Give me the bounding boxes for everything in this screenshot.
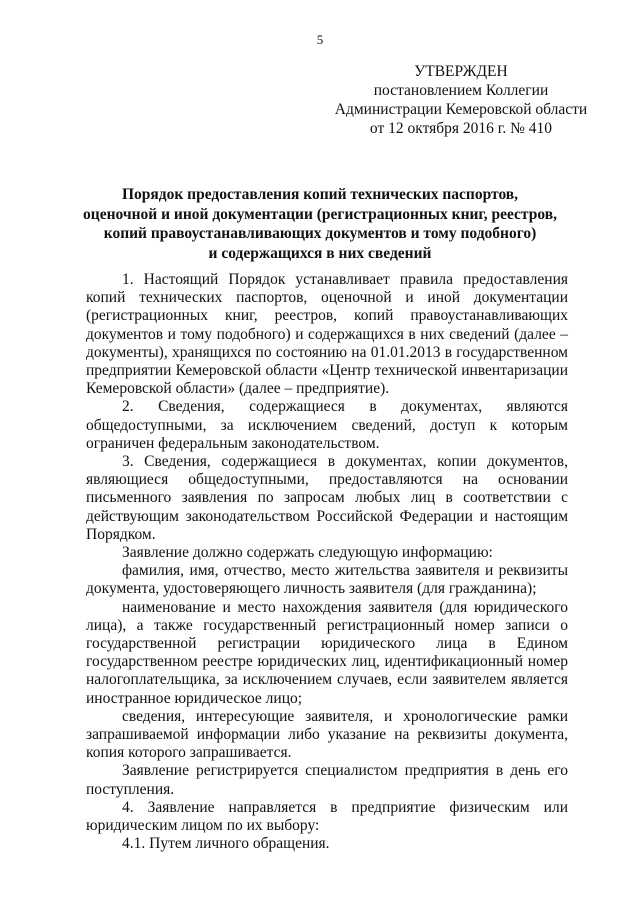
paragraph-citizen-info: фамилия, имя, отчество, место жительства заявителя и реквизиты документа, удостоверяющего личность заявителя (для гражданина); bbox=[86, 562, 568, 598]
page-number: 5 bbox=[316, 32, 324, 47]
paragraph-4-1: 4.1. Путем личного обращения. bbox=[122, 835, 330, 853]
paragraph-3: 3. Сведения, содержащиеся в документах, копии документов, являющиеся общедоступными, предоставляются на основании письменного заявления по запросам любых лиц в соответствии с действующим законодательством Российской Федерации и настоящим Порядком. bbox=[86, 453, 568, 543]
paragraph-2: 2. Сведения, содержащиеся в документах, являются общедоступными, за исключением сведений, доступ к которым ограничен федеральным законодательством. bbox=[86, 398, 568, 452]
paragraph-application-requirements: Заявление должно содержать следующую информацию: bbox=[122, 544, 493, 562]
approval-date: от 12 октября 2016 г. № 410 bbox=[369, 120, 553, 137]
title-line: и содержащихся в них сведений bbox=[208, 244, 432, 262]
title-line: копий правоустанавливающих документов и тому подобного) bbox=[103, 225, 537, 242]
title-line: Порядок предоставления копий технических паспортов, bbox=[121, 186, 519, 203]
approval-authority: Администрации Кемеровской области bbox=[334, 101, 588, 118]
paragraph-1: 1. Настоящий Порядок устанавливает правила предоставления копий технических паспортов, оценочной и иной документации (регистрационных книг, реестров, копий правоустанавливающих документов и тому подобного) и содержащихся в них сведений (далее – документы), хранящихся по состоянию на 01.01.2013 в государственном предприятии Кемеровской области «Центр технической инвентаризации Кемеровской области» (далее – предприятие). bbox=[86, 271, 568, 398]
approval-stamp bbox=[326, 62, 596, 138]
title-line: оценочной и иной документации (регистрационных книг, реестров, bbox=[83, 205, 557, 223]
paragraph-legal-entity-info: наименование и место нахождения заявителя (для юридического лица), а также государственный регистрационный номер записи о государственной регистрации юридического лица в Едином государственном реестре юридических лиц, идентификационный номер налогоплательщика, за исключением случаев, если заявителем является иностранное юридическое лицо; bbox=[86, 598, 568, 707]
paragraph-registration: Заявление регистрируется специалистом предприятия в день его поступления. bbox=[86, 762, 568, 798]
approval-decree: постановлением Коллегии bbox=[373, 82, 549, 99]
document-body bbox=[86, 271, 568, 854]
paragraph-requested-info: сведения, интересующие заявителя, и хронологические рамки запрашиваемой информации либо указание на реквизиты документа, копия которого запрашивается. bbox=[86, 707, 568, 762]
document-title bbox=[80, 185, 560, 263]
approval-heading: УТВЕРЖДЕН bbox=[414, 63, 508, 80]
paragraph-4: 4. Заявление направляется в предприятие физическим или юридическим лицом по их выбору: bbox=[86, 798, 568, 835]
